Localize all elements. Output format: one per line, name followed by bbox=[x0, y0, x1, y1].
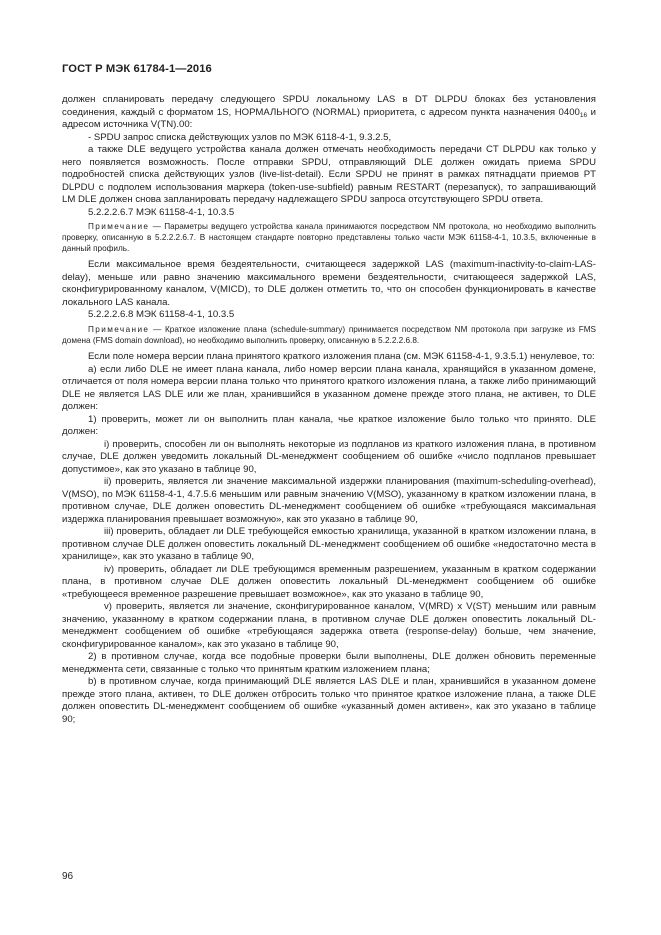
paragraph: а также DLE ведущего устройства канала должен отмечать необходимость передачи CT DLPDU как только у него появляется возможность. После отправки SPDU, отправляющий DLE должен ожидать приема SPDU подробностей списка действующих узлов (live-list-detail). Если SPDU не принят в рамках пятнадцати приемов PT DLPDU с подполем использования маркера (token-use-subfield) равным RESTART (перезапуск), то запрашивающий LM DLE должен снова запланировать передачу надлежащего SPDU запроса отсутствующего SPDU ответа. bbox=[62, 144, 596, 205]
list-item: 1) проверить, может ли он выполнить план канала, чье краткое изложение было только что принято. DLE должен: bbox=[62, 413, 596, 438]
paragraph: Если поле номера версии плана принятого краткого изложения плана (см. МЭК 61158-4-1, 9.3.5.1) ненулевое, то: bbox=[88, 351, 595, 363]
paragraph bbox=[62, 94, 596, 132]
note-label: Примечание bbox=[88, 222, 150, 231]
list-item: а) если либо DLE не имеет плана канала, либо номер версии плана канала, хранящийся в указанном домене, отличается от поля номера версии плана только что принятого краткого изложения плана, а также либо принимающий DLE не является LAS DLE или же план, хранившийся в указанном домене прежде этого плана, не активен, то DLE должен: bbox=[62, 363, 596, 413]
clause-reference: 5.2.2.2.6.7 МЭК 61158-4-1, 10.3.5 bbox=[88, 206, 235, 218]
list-item: - SPDU запрос списка действующих узлов по МЭК 6118-4-1, 9.3.2.5, bbox=[88, 131, 392, 143]
clause-reference: 5.2.2.2.6.8 МЭК 61158-4-1, 10.3.5 bbox=[88, 309, 235, 321]
note-label: Примечание bbox=[88, 324, 150, 334]
list-item: v) проверить, является ли значение, сконфигурированное каналом, V(MRD) x V(ST) меньшим или равным значению, указанному в кратком содержании плана, в противном случае DLE должен оповестить локальный DL-менеджмент сообщением об ошибке «требующаяся задержка ответа (response-delay) больше, чем значение, сконфигурированное каналом», как это указано в таблице 90, bbox=[62, 601, 596, 650]
paragraph-text: и адресом источника V(TN).00: bbox=[62, 106, 596, 130]
paragraph: Если максимальное время бездеятельности, считающееся задержкой LAS (maximum-inactivity-to-claim-LAS-delay), меньше или равно значению максимального времени бездеятельности, считающееся задержкой LAS, сконфигурированному каналом, V(MICD), то DLE должен отметить то, что он способен функционировать в качестве локального LAS канала. bbox=[62, 259, 596, 308]
list-item: ii) проверить, является ли значение максимальной издержки планирования (maximum-scheduling-overhead), V(MSO), по МЭК 61158-4-1, 4.7.5.6 меньшим или равным значению V(MSO), указанному в кратком изложении плана, в противном случае, DLE должен оповестить DL-менеджмент сообщением об ошибке «требующаяся максимальная издержка планирования превышает возможную», как это указано в таблице 90, bbox=[62, 476, 596, 525]
subscript: 16 bbox=[579, 111, 588, 119]
note bbox=[62, 222, 596, 254]
list-item: 2) в противном случае, когда все подобные проверки были выполнены, DLE должен обновить переменные менеджмента сети, связанные с только что принятым кратким изложением плана; bbox=[62, 651, 596, 675]
note-text: — Краткое изложение плана (schedule-summary) принимается посредством NM протокола при загрузке из FMS домена (FMS domain download), но необходимо выполнить проверку, описанную в 5.2.2.2.6.8. bbox=[62, 324, 596, 345]
standard-header: ГОСТ Р МЭК 61784-1—2016 bbox=[62, 63, 212, 75]
page-number: 96 bbox=[62, 871, 74, 882]
note bbox=[62, 325, 596, 347]
paragraph-text: должен спланировать передачу следующего SPDU локальному LAS в DT DLPDU блоках без установления соединения, каждый с форматом 1S, НОРМАЛЬНОГО (NORMAL) приоритета, с адресом пункта назначения 0400 bbox=[62, 94, 596, 118]
document-body bbox=[62, 94, 596, 726]
list-item: iv) проверить, обладает ли DLE требующимся временным разрешением, указанным в кратком содержании плана, в противном случае DLE должен оповестить локальный DL-менеджмент сообщением об ошибке «требующееся временное разрешение превышает возможное», как это указано в таблице 90, bbox=[62, 563, 596, 600]
list-item: i) проверить, способен ли он выполнять некоторые из подпланов из краткого изложения плана, в противном случае, DLE должен уведомить локальный DL-менеджмент сообщением об ошибке «число подпланов превышает допустимое», как это указано в таблице 90, bbox=[62, 438, 596, 475]
list-item: b) в противном случае, когда принимающий DLE является LAS DLE и план, хранившийся в указанном домене прежде этого плана, активен, то DLE должен отбросить только что принятое краткое изложение плана, а также DLE должен оповестить DL-менеджмент сообщением об ошибке «указанный домен активен», как это указано в таблице 90; bbox=[62, 676, 596, 725]
list-item: iii) проверить, обладает ли DLE требующейся емкостью хранилища, указанной в кратком изложении плана, в противном случае DLE должен оповестить локальный DL-менеджмент сообщением об ошибке «недостаточно места в хранилище», как это указано в таблице 90, bbox=[62, 526, 596, 563]
note-text: — Параметры ведущего устройства канала принимаются посредством NM протокола, но необходимо выполнить проверку, описанную в 5.2.2.2.6.7. В настоящем стандарте повторно представлены только части МЭК 61158-4-1, 10.3.5, включенные в данный профиль. bbox=[62, 222, 596, 253]
